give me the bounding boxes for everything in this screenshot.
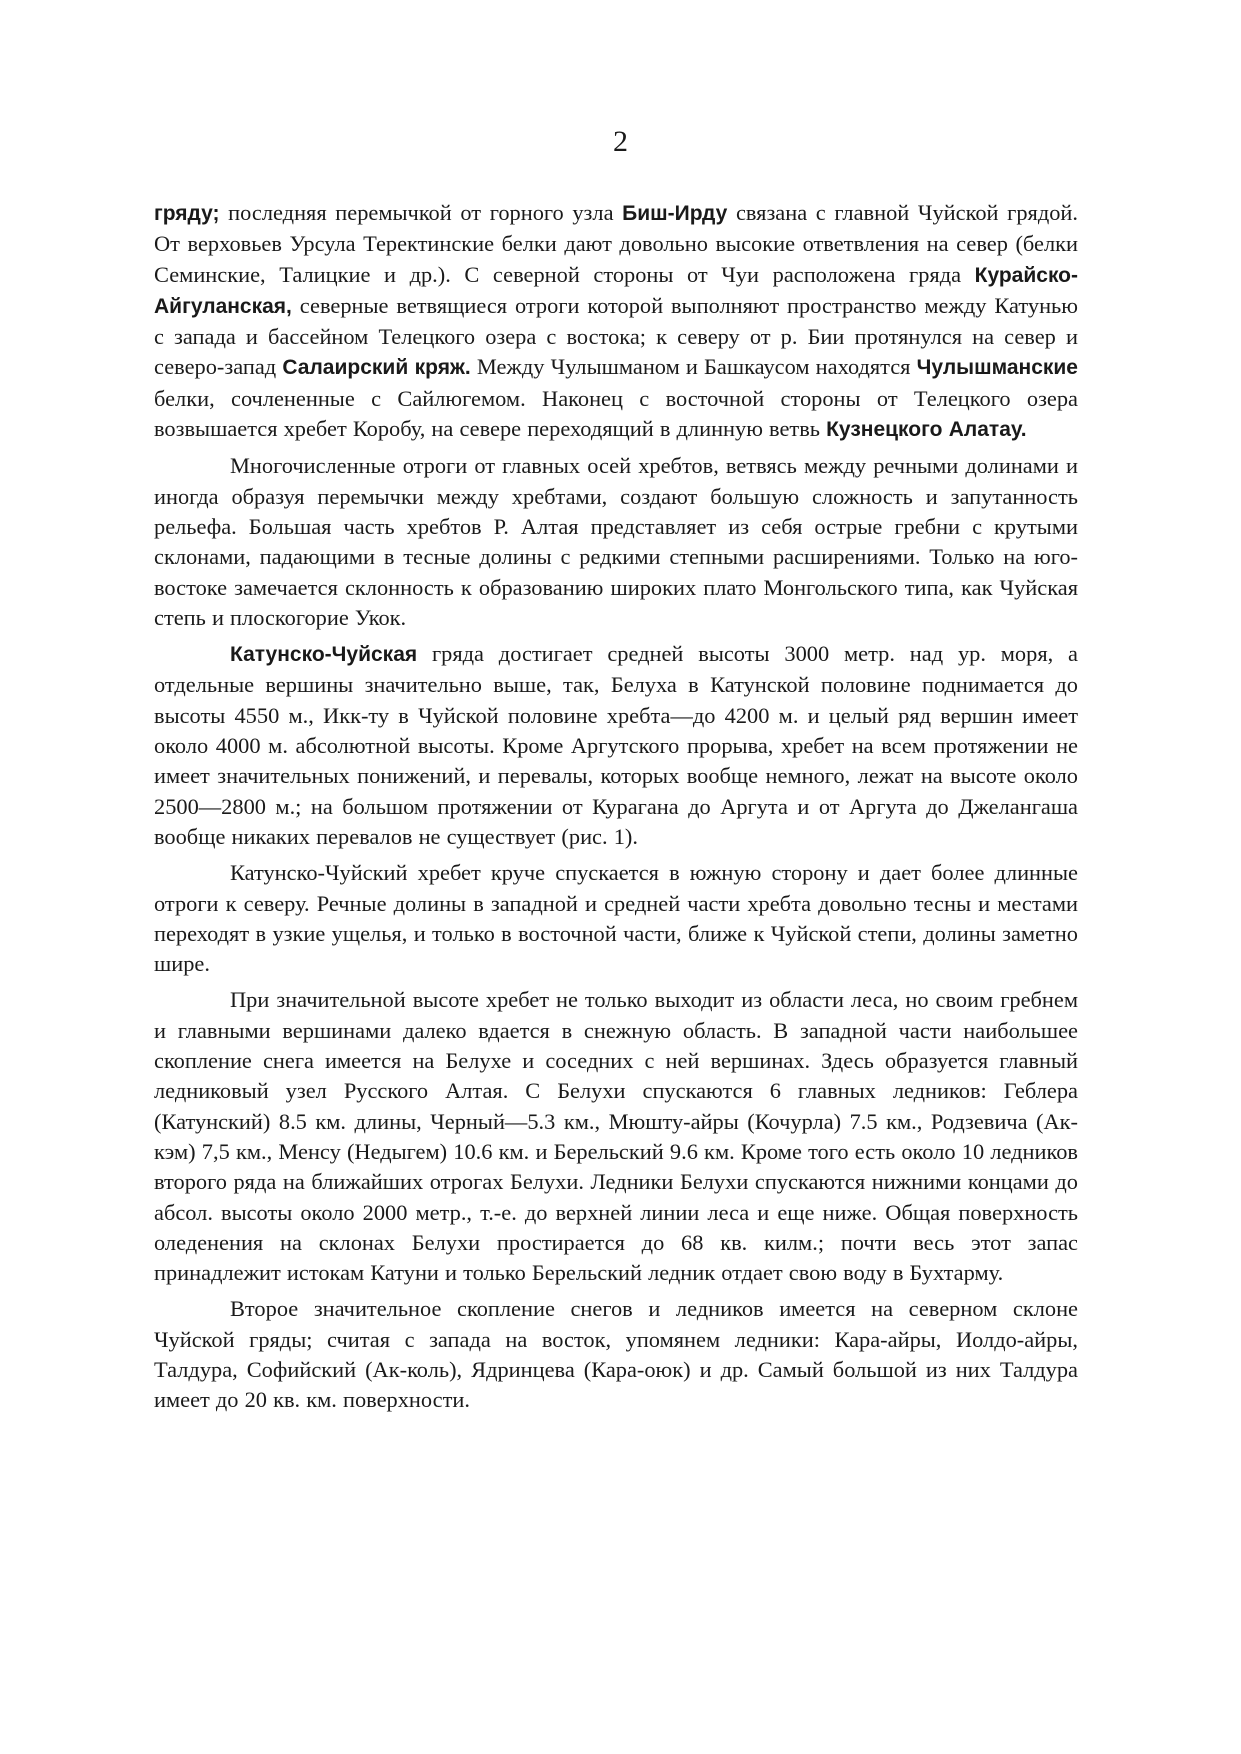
term-salairskiy-kryazh: Салаирский кряж. (282, 356, 471, 380)
body-text (154, 198, 1078, 1420)
paragraph-3 (154, 639, 1078, 852)
paragraph-1 (154, 198, 1078, 445)
text-run: последняя перемычкой от горного узла (219, 200, 623, 225)
text-run: гряда достигает средней высоты 3000 метр. над ур. моря, а отдельные вершины значительно выше, так, Белуха в Катунской половине поднимается до высоты 4550 м., Икк-ту в Чуйской половине хребта—до 4200 м. и целый ряд вершин имеет около 4000 м. абсолютной высоты. Кроме Аргутского прорыва, хребет на всем протяжении не имеет значительных понижений, и перевалы, которых вообще немного, лежат на высоте около 2500—2800 м.; на большом протяжении от Курагана до Аргута и от Аргута до Джелангаша вообще никаких перевалов не существует (рис. 1). (154, 641, 1078, 849)
paragraph-6: Второе значительное скопление снегов и ледников имеется на северном склоне Чуйской гряды; считая с запада на восток, упомянем ледники: Кара-айры, Иолдо-айры, Талдура, Софийский (Ак-коль), Ядринцева (Кара-оюк) и др. Самый большой из них Талдура имеет до 20 кв. км. поверхности. (154, 1296, 1078, 1413)
term-gryadu: гряду; (154, 202, 220, 225)
paragraph-4: Катунско-Чуйский хребет круче спускается в южную сторону и дает более длинные отроги к северу. Речные долины в западной и средней части хребта довольно тесны и местами переходят в узкие ущелья, и только в восточной части, ближе к Чуйской степи, долины заметно шире. (154, 860, 1078, 977)
text-run: связана с главной Чуйской грядой. От верховьев Урсула Теректинские белки дают довольно высокие ответвления на север (белки Семинские, Талицкие и др.). С северной стороны от Чуи расположена гряда (154, 200, 1078, 287)
term-kurayskaya-gryada: Курайско-Айгуланская, (154, 263, 1078, 318)
text-run: северные ветвящиеся отроги которой выполняют пространство между Катунью с запада и бассейном Телецкого озера с востока; к северу от р. Бии протянулся на север и северо-запад (154, 292, 1078, 380)
text-run: Между Чулышманом и Башкаусом находятся (470, 354, 917, 380)
page-number: 2 (613, 125, 628, 158)
text-run: белки, сочлененные с Сайлюгемом. Наконец с восточной стороны от Телецкого озера возвышается хребет Коробу, на севере переходящий в длинную ветвь (154, 385, 1078, 442)
paragraph-2: Многочисленные отроги от главных осей хребтов, ветвясь между речными долинами и иногда образуя перемычки между хребтами, создают большую сложность и запутанность рельефа. Большая часть хребтов Р. Алтая представляет из себя острые гребни с крутыми склонами, падающими в тесные долины с редкими степными расширениями. Только на юго-востоке замечается склонность к образованию широких плато Монгольского типа, как Чуйская степь и плоскогорие Укок. (154, 453, 1078, 630)
term-katunsko-chuyskaya: Катунско-Чуйская (230, 643, 418, 667)
term-kuznetskiy-alatau: Кузнецкого Алатау. (826, 418, 1027, 442)
term-chulyshmanskie: Чулышманские (916, 356, 1078, 380)
paragraph-5: При значительной высоте хребет не только выходит из области леса, но своим гребнем и главными вершинами далеко вдается в снежную область. В западной части наибольшее скопление снега имеется на Белухе и соседних с ней вершинах. Здесь образуется главный ледниковый узел Русского Алтая. С Белухи спускаются 6 главных ледников: Геблера (Катунский) 8.5 км. длины, Черный—5.3 км., Мюшту-айры (Кочурла) 7.5 км., Родзевича (Ак-кэм) 7,5 км., Менсу (Недыгем) 10.6 км. и Берельский 9.6 км. Кроме того есть около 10 ледников второго ряда на ближайших отрогах Белухи. Ледники Белухи спускаются нижними концами до абсол. высоты около 2000 метр., т.-е. до верхней линии леса и еще ниже. Общая поверхность оледенения на склонах Белухи простирается до 68 кв. килм.; почти весь этот запас принадлежит истокам Катуни и только Берельский ледник отдает свою воду в Бухтарму. (154, 987, 1078, 1286)
term-bish-irdu: Биш-Ирду (622, 202, 728, 225)
